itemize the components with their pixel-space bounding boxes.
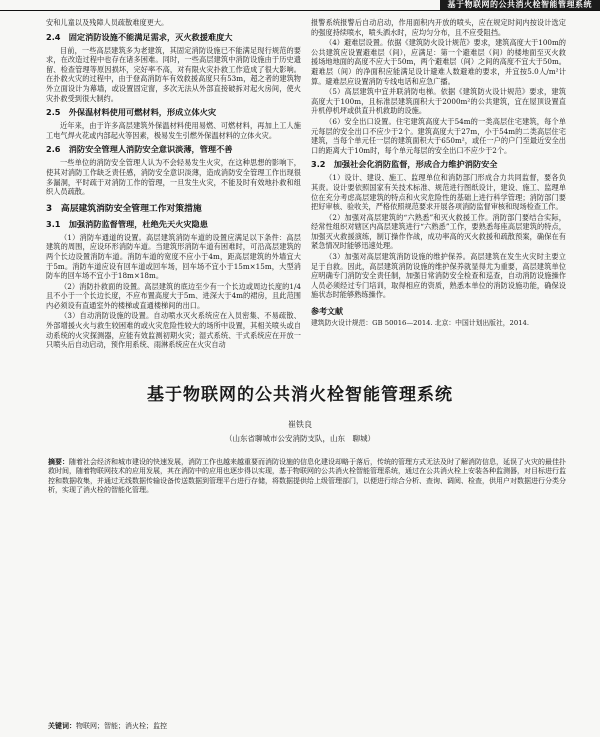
section-3-heading: 3 高层建筑消防安全管理工作对策措施 [46,203,202,214]
section-2-4-text: 目前，一些高层建筑多为老建筑，其固定消防设施已不能满足现行规范的要求，在改造过程中也存在诸多困难。同时，一些高层建筑中消防设施由于历史遗留、检查管理等原因损坏，完好率不高，对有限火灾扑救工作造成了很大影响。在扑救火灾的过程中，由于登高消防车有效救援高度只有53m，超之者的建筑物外立面设计为幕墙，或设置固定窗，多次无法从外部直接破拆对起火房间，使火灾扑救受到很大制约。 [46,45,301,103]
section-2-5-text: 近年来，由于许多高层建筑外保温材料使用易燃、可燃材料，再加上工人施工电气焊火花或内部起火等因素，极易发生引燃外保温材料的立体火灾。 [46,121,301,140]
section-2-6-text: 一些单位的消防安全管理人认为不会轻易发生火灾，在这种思想的影响下，使其对消防工作缺乏责任感，消防安全意识淡薄，造成消防安全管理工作出现很多漏洞，平时疏于对消防工作的管理，一旦发生火灾，不能及时有效地扑救和组织人员疏散。 [46,158,301,197]
left-column [46,18,301,380]
keywords-text: 物联网；智能；消火栓；监控 [76,722,167,730]
item-4-text: （4）避难层设置。依据《建筑防火设计规范》要求，建筑高度大于100m的公共建筑应设置避难层（间），应满足：第一个避难层（间）的楼地面至灭火救援场地地面的高度不应大于50m，两个避难层（间）之间的高度不宜大于50m。避难层（间）的净面积应能满足设计避难人数避难的要求，并宜按5.0人/m²计算。避难层应设置消防专线电话和应急广播。 [311,38,566,86]
references-heading: 参考文献 [311,307,343,317]
right-column [311,18,566,380]
article-affiliation: （山东省聊城市公安消防支队，山东 聊城） [225,434,375,443]
abstract-label: 摘要： [48,458,69,466]
abstract [48,458,566,496]
r1-text: （1）设计、建设、施工、监理单位和消防部门形成合力共同监督，要各负其责。设计要依照国家有关技术标准、规范进行图纸设计，建设、施工、监理单位在充分考虑高层建筑的特点和火灾危险性的基础上进行科学管理；消防部门要把好审核、验收关，严格依照规范要求开展各项消防监督审核和现场检查工作。 [311,173,566,212]
r3-text: （3）加强对高层建筑消防设施的维护保养。高层建筑在发生火灾时主要立足于自救。因此，高层建筑消防设施的维护保养就显得尤为重要，高层建筑单位应明确专门消防安全责任制，加强日常消防安全检查和巡查，自动消防设施操作人员必须经过专门培训，取得相应的资质，熟悉本单位的消防设施功能，确保设施状态时能够熟练操作。 [311,252,566,300]
header-rule [0,10,600,11]
keywords-label: 关键词： [48,722,76,730]
section-3-1-heading: 3.1 加强消防监督管理，杜绝先天火灾隐患 [46,218,208,229]
article-title: 基于物联网的公共消火栓智能管理系统 [147,385,453,405]
section-2-4-heading: 2.4 固定消防设施不能满足需求，灭火救援难度大 [46,31,233,42]
keywords [48,722,566,731]
right-top-text: 报警系统报警后自动启动，作用面积内开放的喷头，应在规定时间内按设计选定的强度持续喷水，喷头洒水时，应均匀分布，且不应受阻挡。 [311,18,566,37]
running-header [0,0,600,12]
item-1-text: （1）消防车通道的设置。高层建筑消防车道的设置应满足以下条件：高层建筑的周围，应设环形消防车道。当建筑形消防车道有困难时，可沿高层建筑的两个长边设置消防车道。消防车道的宽度不应小于4m，距高层建筑的外墙宜大于5m。消防车道应设有回车道或回车场，回车场不宜小于15m×15m，大型消防车的回车场不宜小于18m×18m。 [46,232,301,281]
item-5-text: （5）高层建筑中宜并联消防电梯。依据《建筑防火设计规范》要求，建筑高度大于100m，且标准层建筑面积大于2000m²的公共建筑，宜在屋顶设置直升机停机坪或供直升机救助的设施。 [311,87,566,116]
lead-line: 安和儿童以及残障人员疏散难度更大。 [46,18,169,27]
two-column-body [46,18,566,380]
reference-1: 建筑防火设计规范：GB 50016—2014. 北京：中国计划出版社，2014. [311,319,530,328]
running-title: 基于物联网的公共消火栓智能管理系统 [440,0,600,10]
article-author: 崔铁良 [288,420,312,429]
item-6-text: （6）安全出口设置。住宅建筑高度大于54m的一类高层住宅建筑，每个单元每层的安全出口不应少于2个。建筑高度大于27m，小于54m的二类高层住宅建筑，当每个单元任一层的建筑面积大于650m²，或任一户的户门至最近安全出口的距离大于10m时，每个单元每层的安全出口不应少于2个。 [311,116,566,155]
section-2-6-heading: 2.6 消防安全管理人消防安全意识淡薄，管理不善 [46,144,233,155]
section-2-5-heading: 2.5 外保温材料使用可燃材料，形成立体火灾 [46,107,217,118]
r2-text: （2）加强对高层建筑的“六熟悉”和灭火救援工作。消防部门要结合实际，经常性组织对辖区内高层建筑进行“六熟悉”工作，要熟悉每座高层建筑的特点，加强灭火救援演练，制订操作作战，成功率高的灭火救援和疏散预案，确保在有紧急情况时能够迅速处理。 [311,212,566,251]
section-3-2-heading: 3.2 加强社会化消防监督，形成合力维护消防安全 [311,159,498,170]
item-2-text: （2）消防扑救面的设置。高层建筑的底边至少有一个长边或周边长度的1/4且不小于一个长边长度，不应布置高度大于5m、进深大于4m的裙房，且此范围内必须设有直通室外的楼梯或直通楼梯间的出口。 [46,281,301,310]
item-3-text: （3）自动消防设施的设置。自动喷水灭火系统应在入员密集、不易疏散、外部增援火火与救生较困难的或火灾危险性较大的场所中设置，其相关喷头或自动系统的火灾探测器，应能有效监测初期火灾；湿式系统、干式系统应在开放一只喷头后自动启动，预作用系统、雨淋系统应在火灾自动 [46,311,301,350]
abstract-text: 随着社会经济和城市建设的快速发展，消防工作也越来越重要而消防设施的信息化建设却略于落后，传统的管理方式无法及时了解消防信息，延误了火灾的最佳扑救时间，随着物联网技术的应用发展，其在消防中的应用也逐步得以实现，基于物联网的公共消火栓智能管理系统，通过在公共消火栓上安装各种监测器，对目标进行监控和数据收集，并通过无线数据传输设备传送数据到管理平台进行存储，将数据提供给上级管理部门，以便进行综合分析、查询、调阅、检查，供用户对数据进行分类分析，实现了消火栓的智能化管理。 [48,458,566,495]
